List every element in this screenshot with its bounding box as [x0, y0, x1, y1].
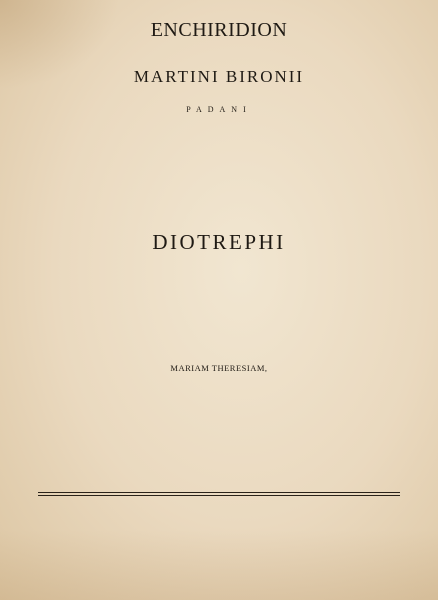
- imprint-rule-thin: [38, 495, 400, 496]
- paper-stain-bottom: [0, 530, 438, 600]
- dedication-name: MARIAM THERESIAM,: [170, 363, 268, 373]
- subtitle-diotrephi: DIOTREPHI: [152, 230, 286, 254]
- title-enchiridion: ENCHIRIDION: [150, 19, 288, 41]
- title-author-origin: PADANI: [186, 105, 252, 114]
- imprint-rule-thick: [38, 492, 400, 493]
- title-author-name: MARTINI BIRONII: [133, 67, 305, 86]
